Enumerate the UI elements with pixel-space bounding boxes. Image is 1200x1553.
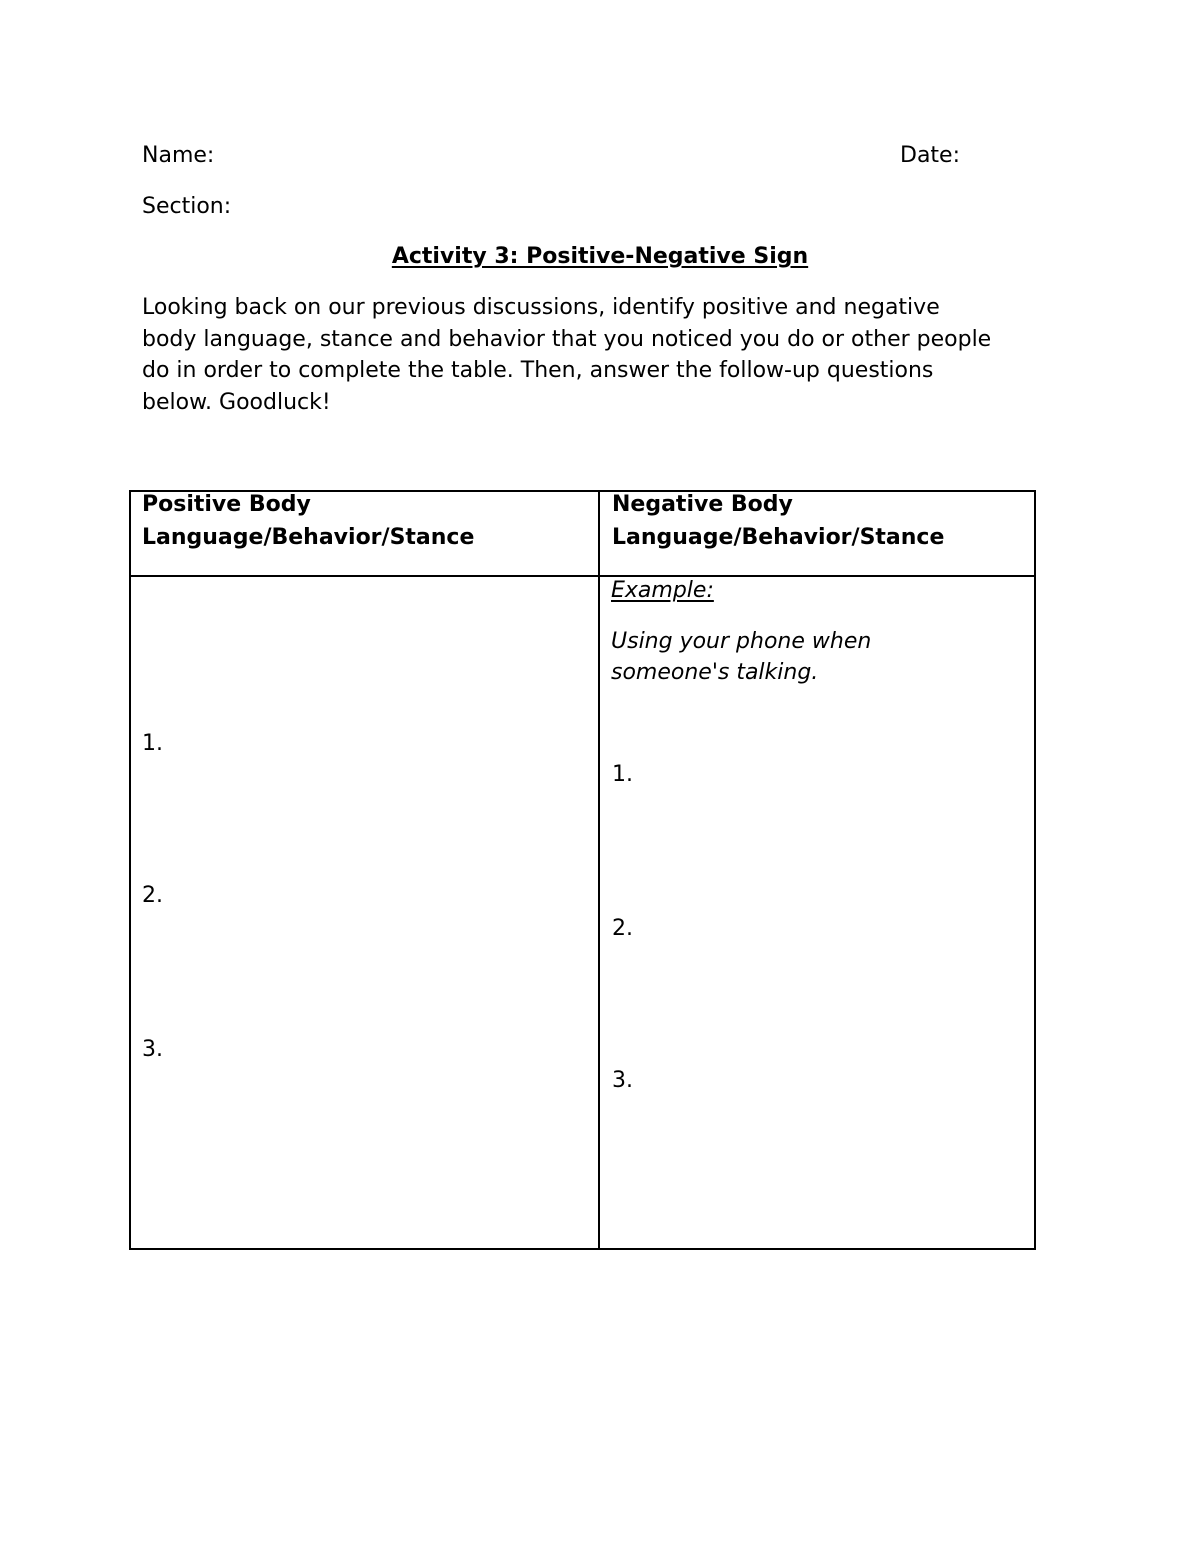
table-border-right [1034, 490, 1036, 1250]
body-language-table [129, 490, 1036, 1250]
name-label: Name: [142, 143, 215, 168]
table-header-divider [129, 575, 1036, 577]
positive-item-2: 2. [142, 883, 163, 908]
date-label: Date: [900, 143, 960, 168]
negative-item-2: 2. [612, 916, 633, 941]
table-column-divider [598, 490, 600, 1250]
positive-column-header [142, 488, 474, 554]
positive-header-line: Positive Body [142, 492, 311, 517]
positive-header-line: Language/Behavior/Stance [142, 525, 475, 550]
instructions-line: Looking back on our previous discussions, identify positive and negative [142, 295, 940, 320]
activity-title-text: Activity 3: Positive-Negative Sign [391, 244, 809, 269]
negative-header-line: Negative Body [612, 492, 793, 517]
positive-item-3: 3. [142, 1037, 163, 1062]
negative-header-line: Language/Behavior/Stance [612, 525, 945, 550]
example-text-line: someone's talking. [611, 660, 819, 685]
positive-item-1: 1. [142, 731, 163, 756]
instructions-line: do in order to complete the table. Then, answer the follow-up questions [142, 358, 934, 383]
example-text-line: Using your phone when [611, 629, 872, 654]
instructions-line: below. Goodluck! [142, 389, 331, 415]
negative-item-3: 3. [612, 1068, 633, 1093]
activity-title [0, 244, 1200, 270]
instructions-paragraph [142, 292, 1072, 418]
example-label [611, 578, 714, 604]
table-border-bottom [129, 1248, 1036, 1250]
negative-column-header [612, 488, 944, 554]
instructions-line: body language, stance and behavior that you noticed you do or other people [142, 326, 992, 352]
table-border-left [129, 490, 131, 1250]
section-label: Section: [142, 194, 232, 219]
negative-item-1: 1. [612, 762, 633, 787]
example-label-text: Example: [611, 578, 714, 603]
